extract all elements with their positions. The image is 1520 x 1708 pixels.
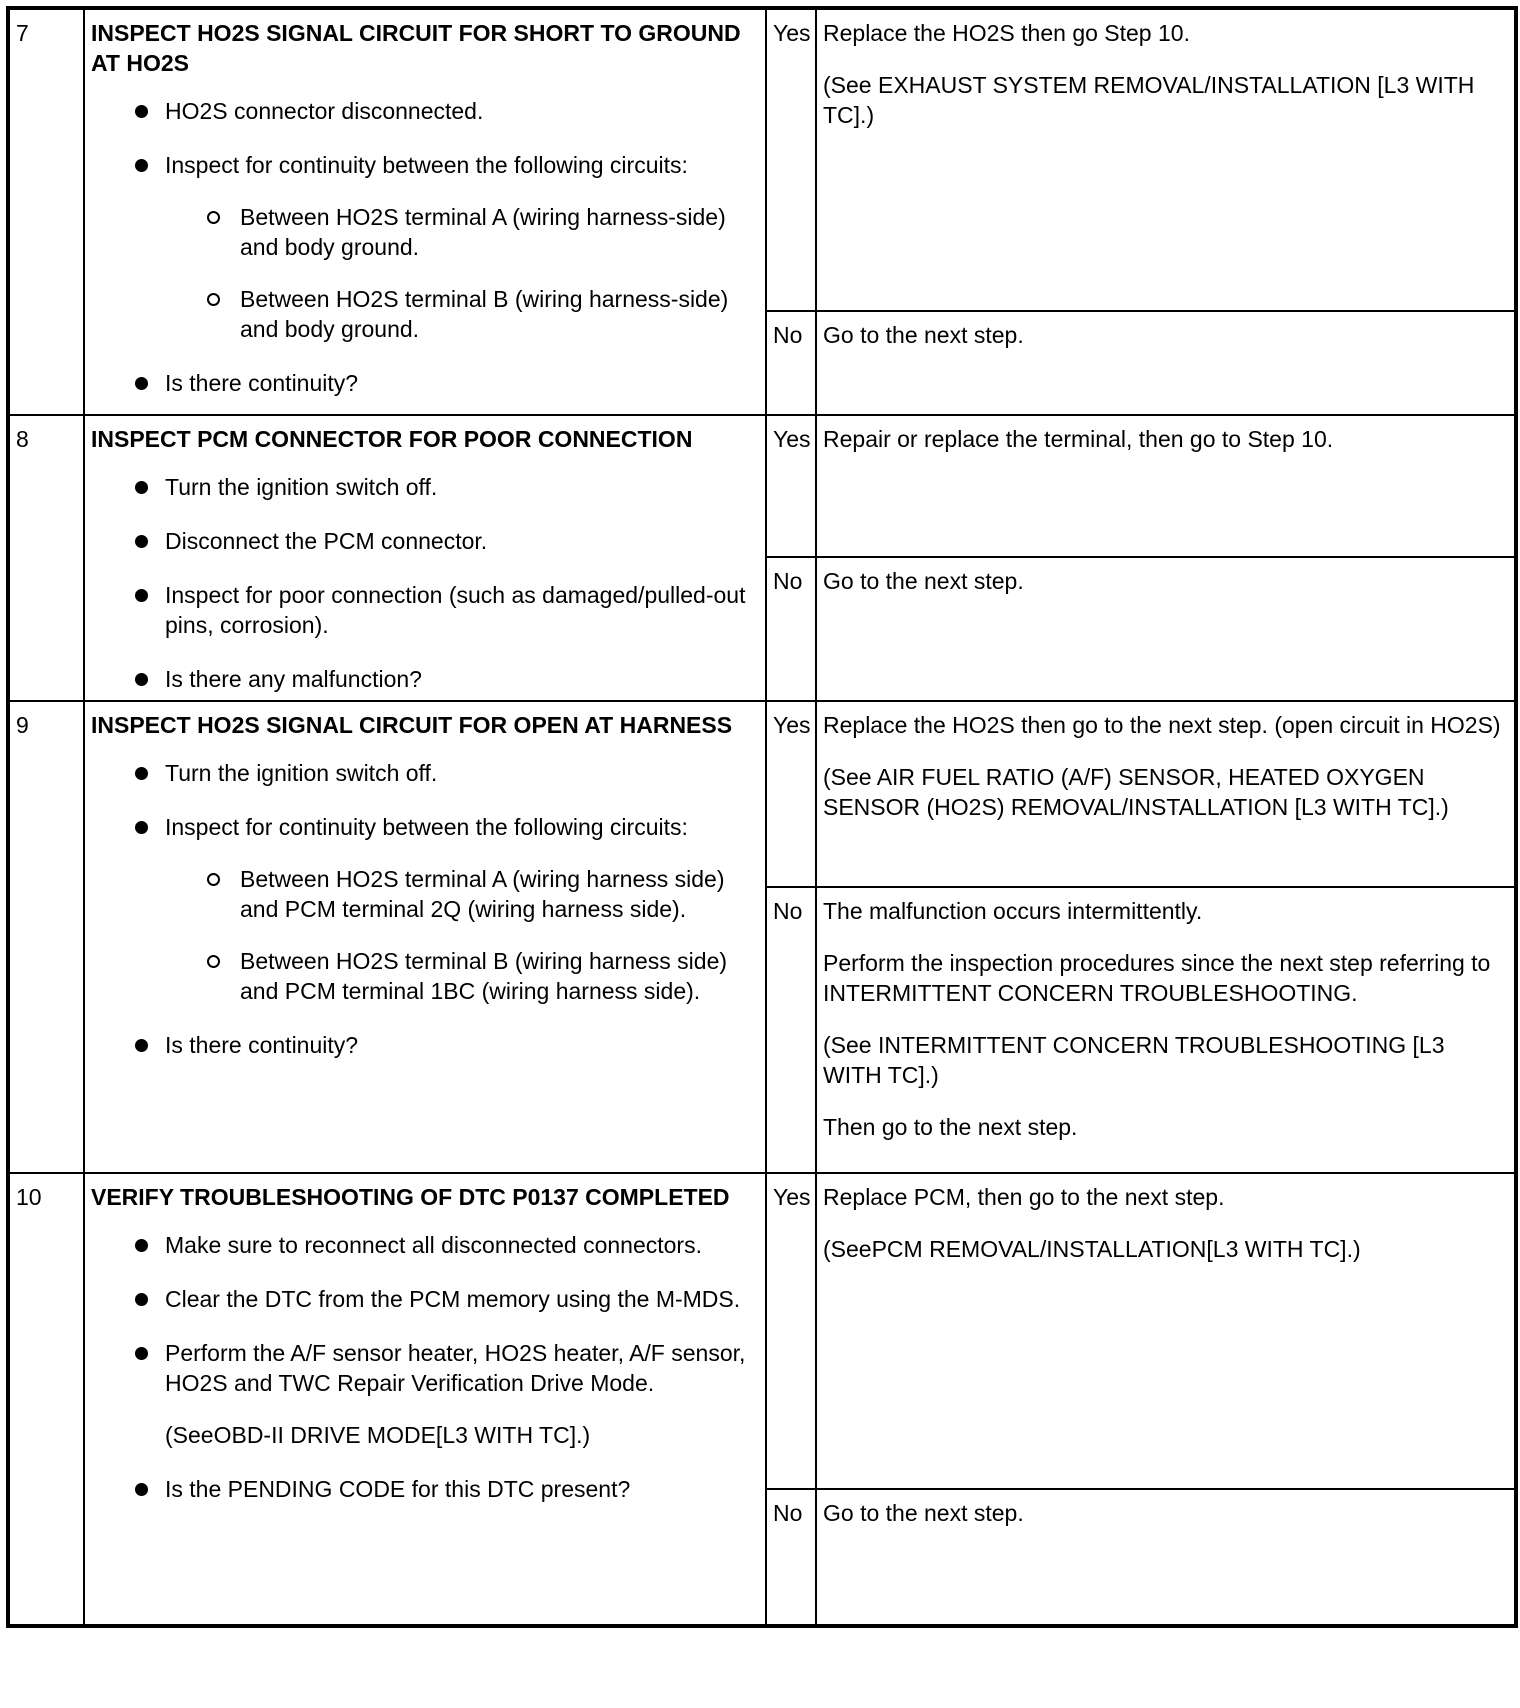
yes-action <box>816 1173 1516 1489</box>
procedure-list <box>91 96 759 398</box>
action-text: The malfunction occurs intermittently. <box>823 898 1203 924</box>
procedure-item: Make sure to reconnect all disconnected connectors. <box>91 1230 759 1260</box>
no-action <box>816 887 1516 1173</box>
procedure-question: Is there any malfunction? <box>91 664 759 694</box>
step-procedure <box>84 415 766 701</box>
step-procedure <box>84 8 766 415</box>
procedure-item <box>91 150 759 344</box>
procedure-item: Turn the ignition switch off. <box>91 758 759 788</box>
step-title: INSPECT HO2S SIGNAL CIRCUIT FOR SHORT TO GROUND AT HO2S <box>91 20 741 76</box>
procedure-list <box>91 758 759 1060</box>
procedure-item: Turn the ignition switch off. <box>91 472 759 502</box>
step-title: INSPECT HO2S SIGNAL CIRCUIT FOR OPEN AT HARNESS <box>91 712 733 738</box>
no-action <box>816 1489 1516 1626</box>
no-label: No <box>766 1489 816 1626</box>
yes-label: Yes <box>766 1173 816 1489</box>
step-procedure <box>84 701 766 1173</box>
step-row <box>8 415 1516 557</box>
action-text: Go to the next step. <box>823 322 1024 348</box>
step-row <box>8 1173 1516 1489</box>
action-text: (See INTERMITTENT CONCERN TROUBLESHOOTING [L3 WITH TC].) <box>823 1032 1445 1088</box>
troubleshooting-table <box>6 6 1518 1628</box>
procedure-question: Is there continuity? <box>91 368 759 398</box>
sub-procedure-item: Between HO2S terminal B (wiring harness side) and PCM terminal 1BC (wiring harness side). <box>165 946 759 1006</box>
step-procedure <box>84 1173 766 1626</box>
sub-procedure-item: Between HO2S terminal A (wiring harness-side) and body ground. <box>165 202 759 262</box>
no-label: No <box>766 311 816 415</box>
yes-label: Yes <box>766 8 816 311</box>
procedure-item-text: Perform the A/F sensor heater, HO2S heater, A/F sensor, HO2S and TWC Repair Verification Drive Mode. <box>165 1340 746 1396</box>
step-number: 8 <box>8 415 84 701</box>
procedure-question: Is there continuity? <box>91 1030 759 1060</box>
procedure-item-text: Inspect for continuity between the following circuits: <box>165 814 688 840</box>
action-text: Replace the HO2S then go to the next step. (open circuit in HO2S) <box>823 712 1501 738</box>
yes-label: Yes <box>766 415 816 557</box>
no-action <box>816 311 1516 415</box>
procedure-item: HO2S connector disconnected. <box>91 96 759 126</box>
yes-action <box>816 701 1516 887</box>
procedure-item: Inspect for poor connection (such as damaged/pulled-out pins, corrosion). <box>91 580 759 640</box>
no-label: No <box>766 557 816 701</box>
procedure-list <box>91 1230 759 1504</box>
procedure-item: Disconnect the PCM connector. <box>91 526 759 556</box>
procedure-item-text: Inspect for continuity between the following circuits: <box>165 152 688 178</box>
step-title: INSPECT PCM CONNECTOR FOR POOR CONNECTION <box>91 426 693 452</box>
procedure-item <box>91 1338 759 1450</box>
yes-label: Yes <box>766 701 816 887</box>
step-number: 9 <box>8 701 84 1173</box>
sub-procedure-list <box>165 864 759 1006</box>
procedure-item: Clear the DTC from the PCM memory using the M-MDS. <box>91 1284 759 1314</box>
step-number: 10 <box>8 1173 84 1626</box>
procedure-list <box>91 472 759 694</box>
procedure-reference: (SeeOBD-II DRIVE MODE[L3 WITH TC].) <box>165 1422 591 1448</box>
no-label: No <box>766 887 816 1173</box>
action-text: Replace PCM, then go to the next step. <box>823 1184 1225 1210</box>
yes-action <box>816 415 1516 557</box>
action-text: Go to the next step. <box>823 1500 1024 1526</box>
action-text: (SeePCM REMOVAL/INSTALLATION[L3 WITH TC].) <box>823 1236 1361 1262</box>
action-text: Repair or replace the terminal, then go to Step 10. <box>823 426 1334 452</box>
step-row <box>8 8 1516 311</box>
action-text: (See EXHAUST SYSTEM REMOVAL/INSTALLATION [L3 WITH TC].) <box>823 72 1475 128</box>
yes-action <box>816 8 1516 311</box>
step-number: 7 <box>8 8 84 415</box>
sub-procedure-list <box>165 202 759 344</box>
sub-procedure-item: Between HO2S terminal A (wiring harness side) and PCM terminal 2Q (wiring harness side). <box>165 864 759 924</box>
no-action <box>816 557 1516 701</box>
action-text: Then go to the next step. <box>823 1114 1078 1140</box>
action-text: Go to the next step. <box>823 567 1024 594</box>
step-row <box>8 701 1516 887</box>
sub-procedure-item: Between HO2S terminal B (wiring harness-side) and body ground. <box>165 284 759 344</box>
procedure-item <box>91 812 759 1006</box>
procedure-question: Is the PENDING CODE for this DTC present? <box>91 1474 759 1504</box>
troubleshooting-page <box>6 6 1514 1702</box>
action-text: Replace the HO2S then go Step 10. <box>823 20 1190 46</box>
step-title: VERIFY TROUBLESHOOTING OF DTC P0137 COMPLETED <box>91 1184 730 1210</box>
action-text: (See AIR FUEL RATIO (A/F) SENSOR, HEATED OXYGEN SENSOR (HO2S) REMOVAL/INSTALLATION [L3 WITH TC].) <box>823 764 1449 820</box>
action-text: Perform the inspection procedures since the next step referring to INTERMITTENT CONCERN TROUBLESHOOTING. <box>823 950 1491 1006</box>
